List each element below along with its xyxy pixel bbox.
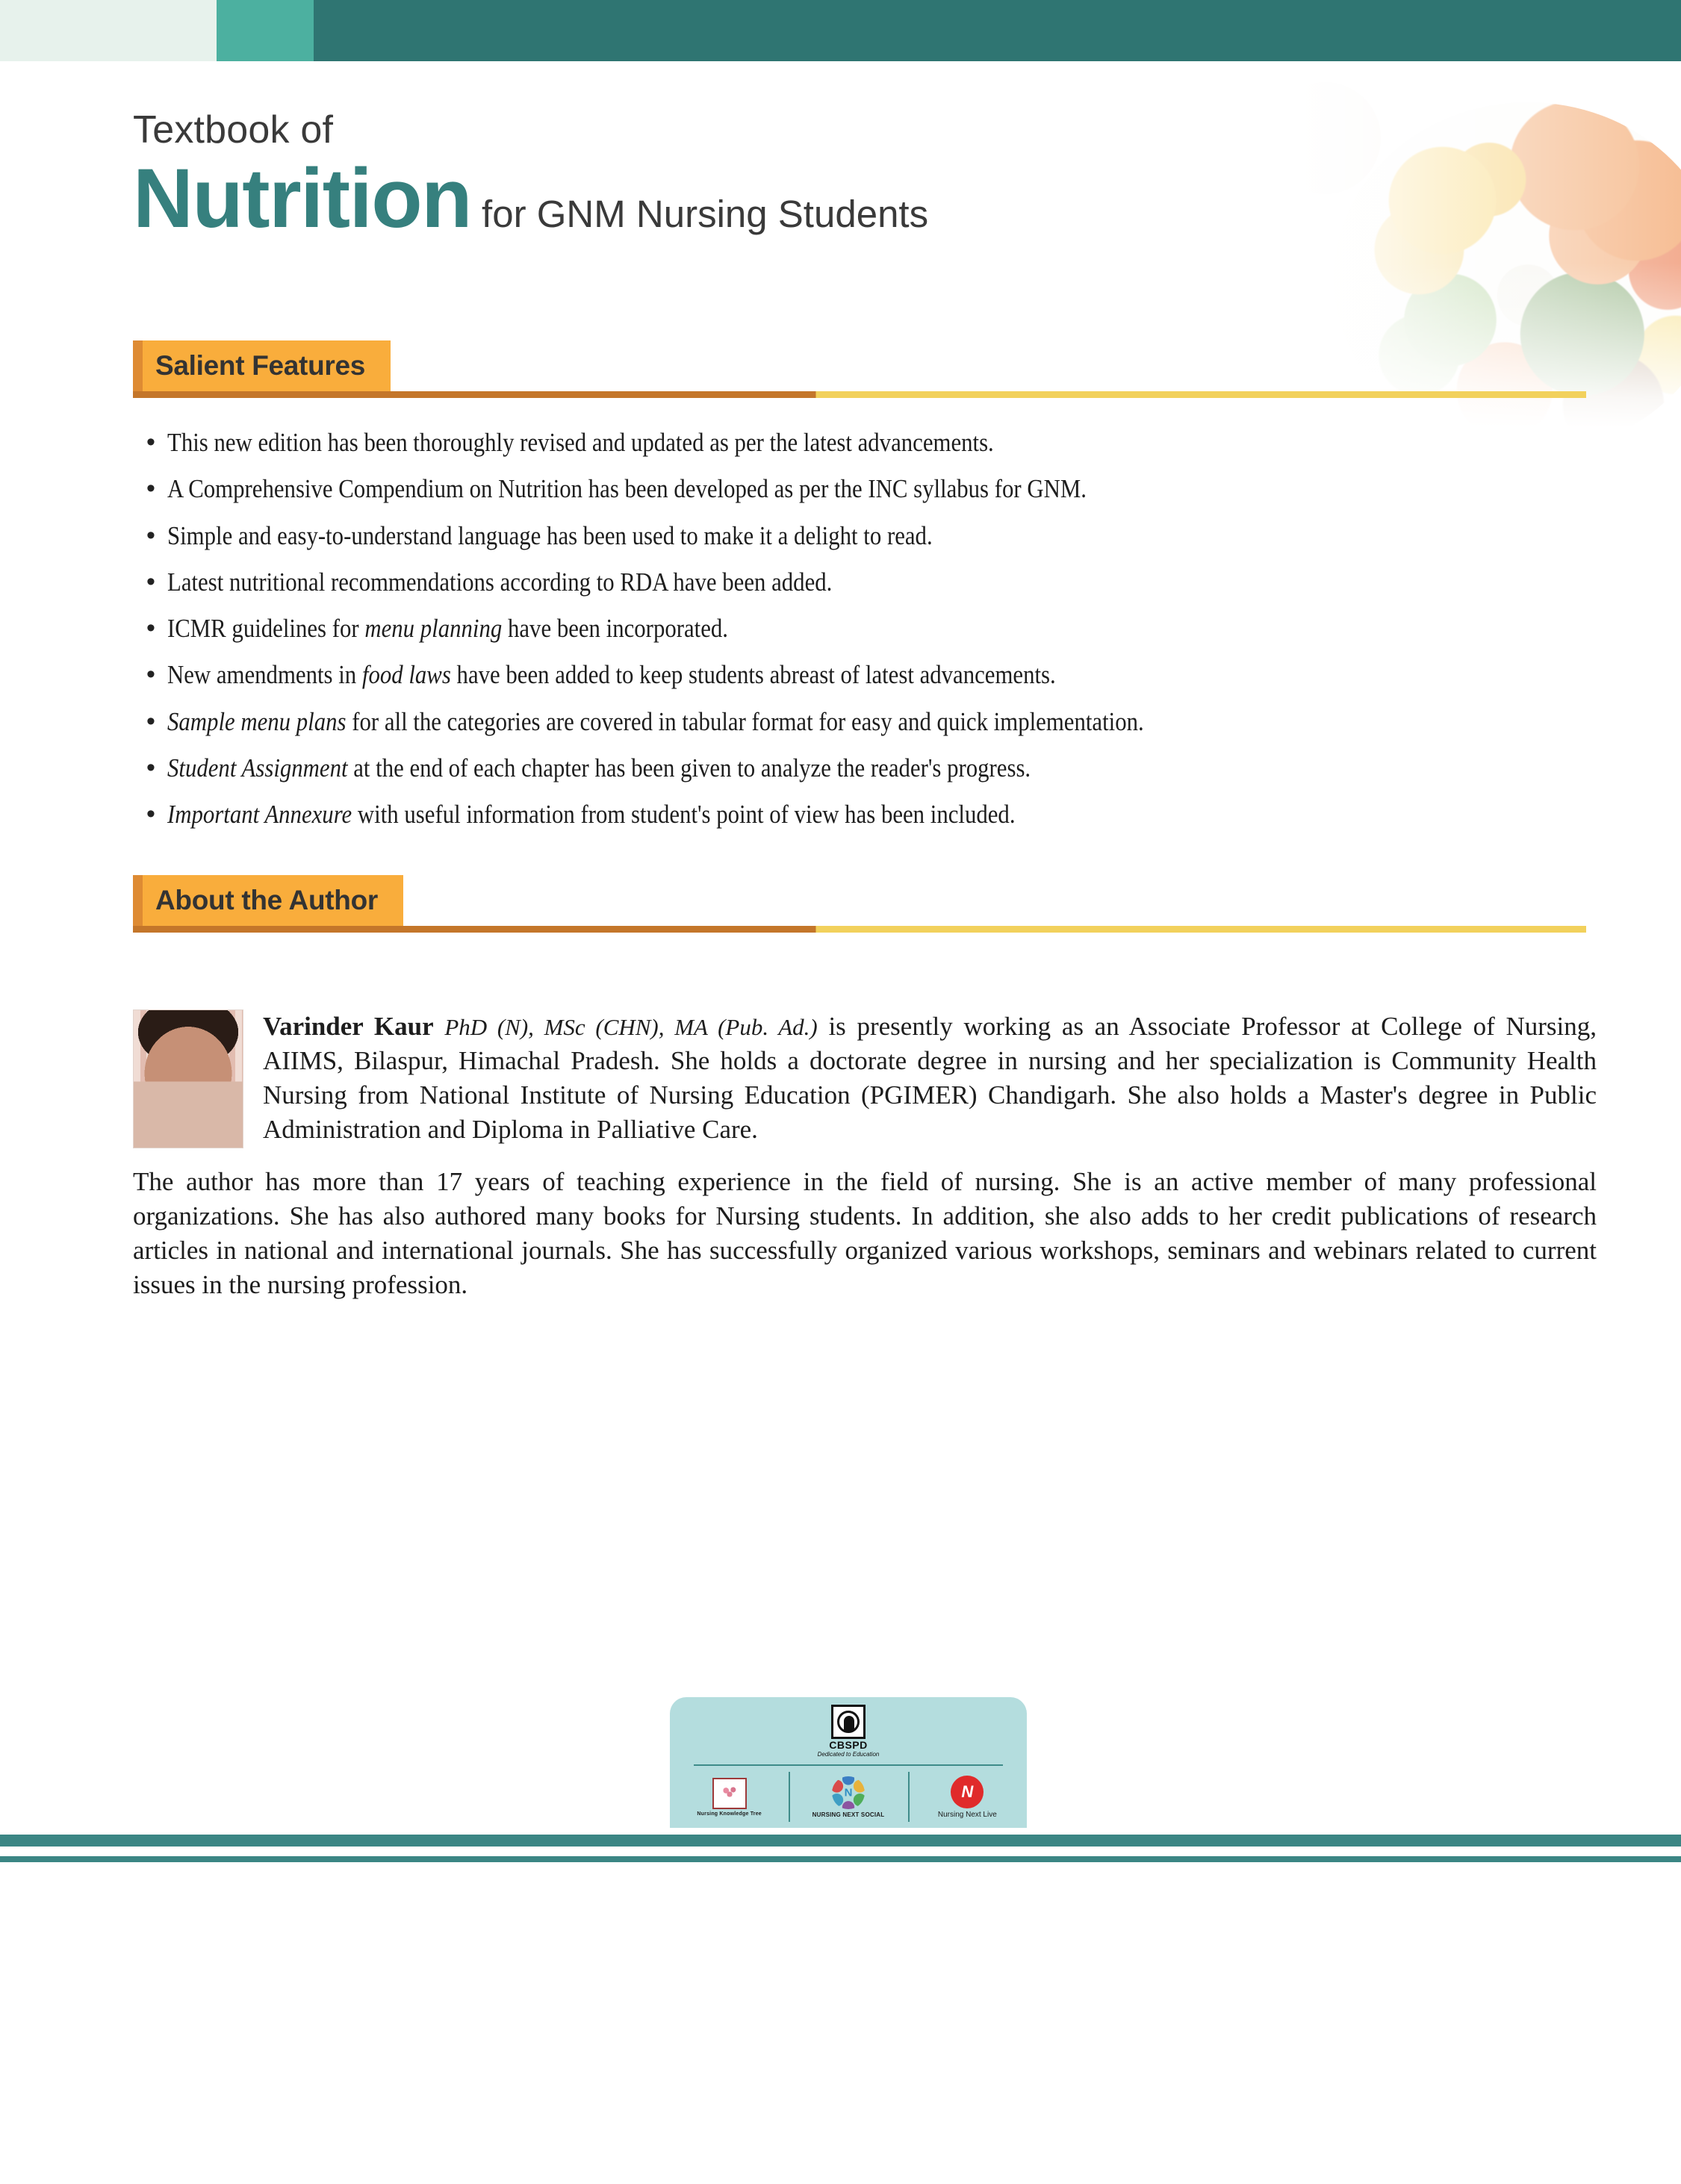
bullet-icon: • [146, 567, 155, 596]
feature-text: Latest nutritional recommendations according to RDA have been added. [167, 567, 833, 597]
salient-features-list [133, 427, 1597, 846]
top-bar-dark-teal-segment [314, 0, 1681, 61]
list-item [133, 427, 1597, 458]
cbspd-logo-icon [831, 1705, 866, 1739]
food-plate-photo [1263, 61, 1681, 427]
feature-text: Student Assignment at the end of each chapter has been given to analyze the reader's progress. [167, 753, 1031, 783]
bullet-icon: • [146, 474, 155, 503]
partner-label: Nursing Knowledge Tree [697, 1811, 762, 1817]
partner-label: Nursing Next Live [937, 1810, 997, 1819]
about-author-header [133, 875, 403, 926]
list-item [133, 799, 1597, 830]
list-item [133, 706, 1597, 737]
list-item [133, 473, 1597, 504]
bullet-icon: • [146, 753, 155, 783]
list-item [133, 520, 1597, 551]
author-bio-text: is presently working as an Associate Professor at College of Nursing, AIIMS, Bilaspur, Himachal Pradesh. She holds a doctorate degree in nursing and her specialization is Community Health Nursing from National Institute of Nursing Education (PGIMER) Chandigarh. She also holds a Master's degree in Public Administration and Diploma in Palliative Care. [263, 1012, 1597, 1144]
author-block [133, 1009, 1597, 1301]
photo-fade-vertical [1263, 61, 1681, 427]
salient-features-label: Salient Features [155, 350, 366, 381]
bullet-icon: • [146, 706, 155, 735]
book-title-block [133, 108, 929, 245]
about-author-label: About the Author [155, 885, 378, 915]
list-item [133, 659, 1597, 690]
top-bar-pale-segment [0, 0, 217, 61]
bullet-icon: • [146, 614, 155, 643]
feature-text: This new edition has been thoroughly revised and updated as per the latest advancements. [167, 428, 994, 457]
footer-rule-top [0, 1835, 1681, 1847]
partner-label: NURSING NEXT SOCIAL [812, 1811, 885, 1818]
list-item [133, 613, 1597, 644]
feature-text: Important Annexure with useful information from student's point of view has been included. [167, 800, 1016, 830]
bullet-icon: • [146, 800, 155, 829]
author-degrees: PhD (N), MSc (CHN), MA (Pub. Ad.) [444, 1014, 818, 1040]
publisher-logo-panel [670, 1697, 1027, 1828]
partner-nursing-next-social [789, 1766, 907, 1828]
about-author-rule [133, 926, 1586, 933]
heartbeat-icon: N [951, 1776, 984, 1808]
footer-rule-bottom [0, 1856, 1681, 1862]
feature-text: ICMR guidelines for menu planning have been incorporated. [167, 614, 729, 644]
author-name: Varinder Kaur [263, 1012, 434, 1041]
logo-panel-top [670, 1697, 1027, 1764]
title-main-row [133, 152, 929, 245]
feature-text: Sample menu plans for all the categories are covered in tabular format for easy and quick implementation. [167, 706, 1144, 736]
bullet-icon: • [146, 428, 155, 456]
tree-icon [712, 1778, 747, 1809]
footer [0, 1862, 1681, 2184]
list-item [133, 753, 1597, 783]
feature-text: Simple and easy-to-understand language has been used to make it a delight to read. [167, 520, 933, 550]
page-title: Nutrition [133, 152, 472, 245]
social-people-icon: N [832, 1776, 865, 1809]
cbspd-logo-tagline: Dedicated to Education [817, 1750, 880, 1758]
logo-panel-partners [670, 1766, 1027, 1828]
bullet-icon: • [146, 520, 155, 550]
list-item [133, 567, 1597, 597]
title-subtitle: for GNM Nursing Students [482, 193, 929, 235]
author-row [133, 1009, 1597, 1148]
feature-text: New amendments in food laws have been added to keep students abreast of latest advancements. [167, 660, 1056, 690]
salient-features-banner [133, 340, 391, 391]
partner-nursing-next-live [908, 1766, 1027, 1828]
author-bio-paragraph-2: The author has more than 17 years of teaching experience in the field of nursing. She is an active member of many professional organizations. She has also authored many books for Nursing students. In addition, she also adds to her credit publications of research articles in national and international journals. She has successfully organized various workshops, seminars and webinars related to current issues in the nursing profession. [133, 1167, 1597, 1299]
top-bar-mid-teal-segment [217, 0, 314, 61]
cbspd-logo-word: CBSPD [829, 1738, 868, 1751]
about-author-banner [133, 875, 403, 926]
author-bio-paragraph-1 [263, 1009, 1597, 1146]
feature-text: A Comprehensive Compendium on Nutrition has been developed as per the INC syllabus for GNM. [167, 474, 1087, 504]
partner-nursing-knowledge-tree [670, 1766, 789, 1828]
title-kicker: Textbook of [133, 108, 334, 152]
salient-features-rule [133, 391, 1586, 398]
salient-features-header [133, 340, 391, 391]
bullet-icon: • [146, 660, 155, 689]
author-photo [133, 1009, 243, 1148]
